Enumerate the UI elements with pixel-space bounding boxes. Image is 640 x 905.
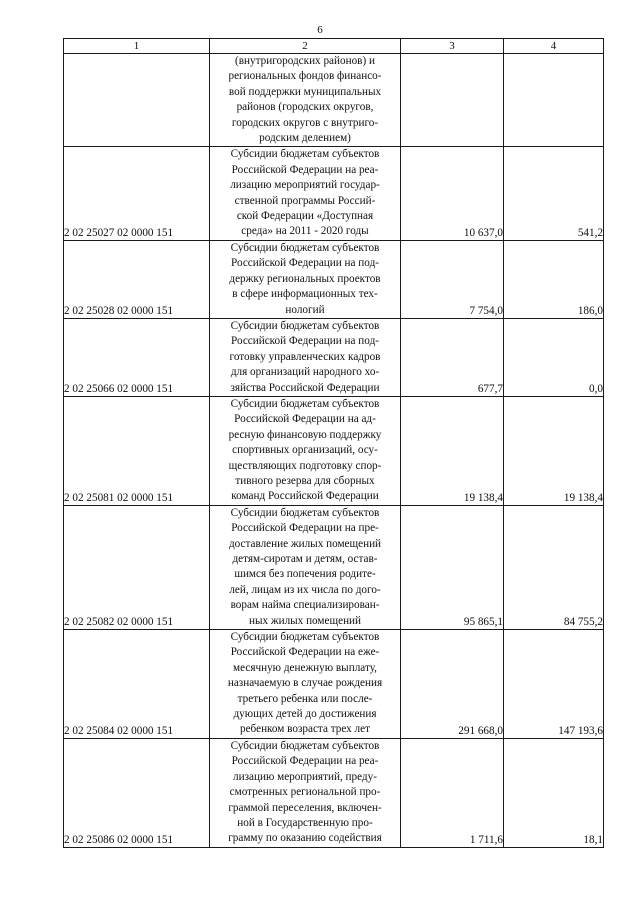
description-cell	[210, 147, 401, 240]
header-col-4: 4	[504, 39, 604, 54]
amount-col-3-cell	[401, 54, 504, 147]
description-line: Субсидии бюджетам субъектов	[230, 148, 380, 161]
amount-col-4-cell: 18,1	[504, 738, 604, 847]
income-code-cell: 2 02 25086 02 0000 151	[64, 738, 210, 847]
amount-col-3-cell: 19 138,4	[401, 396, 504, 505]
income-code-cell: 2 02 25066 02 0000 151	[64, 318, 210, 396]
table-row	[64, 505, 604, 629]
description-line: тивного резерва для сборных	[235, 474, 375, 487]
amount-col-4-cell: 19 138,4	[504, 396, 604, 505]
description-cell	[210, 54, 401, 147]
description-line: грамму по оказанию содействия	[228, 832, 382, 845]
description-line: Субсидии бюджетам субъектов	[230, 397, 380, 410]
income-code-cell	[64, 54, 210, 147]
amount-col-3-cell: 677,7	[401, 318, 504, 396]
description-line: ных жилых помещений	[248, 614, 362, 627]
description-line: Субсидии бюджетам субъектов	[230, 631, 380, 644]
amount-col-3-cell: 1 711,6	[401, 738, 504, 847]
description-line: ресную финансовую поддержку	[228, 428, 382, 441]
description-line: ребенком возраста трех лет	[240, 723, 370, 736]
header-col-3: 3	[401, 39, 504, 54]
header-col-2: 2	[210, 39, 401, 54]
description-line: родским делением)	[259, 132, 351, 145]
amount-col-3-cell: 10 637,0	[401, 147, 504, 240]
description-line: граммой переселения, включен-	[228, 801, 382, 814]
budget-table	[63, 38, 604, 848]
table-row	[64, 738, 604, 847]
description-cell	[210, 630, 401, 739]
income-code-cell: 2 02 25084 02 0000 151	[64, 630, 210, 739]
amount-col-4-cell: 541,2	[504, 147, 604, 240]
amount-col-4-cell: 0,0	[504, 318, 604, 396]
amount-col-3-cell: 291 668,0	[401, 630, 504, 739]
description-cell	[210, 240, 401, 318]
description-line: доставление жилых помещений	[228, 537, 382, 550]
description-line: региональных фондов финансо-	[228, 70, 382, 83]
description-cell	[210, 396, 401, 505]
description-line: Субсидии бюджетам субъектов	[230, 506, 380, 519]
description-line: третьего ребенка или после-	[237, 692, 373, 705]
table-header	[64, 39, 604, 54]
income-code-cell: 2 02 25028 02 0000 151	[64, 240, 210, 318]
description-line: смотренных региональной про-	[229, 786, 381, 799]
table-row	[64, 630, 604, 739]
description-line: ворам найма специализирован-	[230, 599, 380, 612]
income-code-cell: 2 02 25027 02 0000 151	[64, 147, 210, 240]
description-line: Субсидии бюджетам субъектов	[230, 241, 380, 254]
description-line: ской Федерации «Доступная	[236, 210, 374, 223]
header-row	[64, 39, 604, 54]
amount-col-3-cell: 95 865,1	[401, 505, 504, 629]
description-line: лей, лицам из их числа по дого-	[229, 583, 381, 596]
description-line: детям-сиротам и детям, остав-	[232, 553, 378, 565]
description-line: в сфере информационных тех-	[232, 288, 378, 301]
description-line: команд Российской Федерации	[231, 490, 379, 503]
description-line: Российской Федерации на пре-	[231, 522, 379, 535]
description-line: нологий	[285, 303, 325, 316]
table-row	[64, 318, 604, 396]
header-col-1: 1	[64, 39, 210, 54]
description-line: спортивных организаций, осу-	[232, 444, 378, 457]
description-line: ственной программы Россий-	[234, 194, 376, 207]
amount-col-4-cell: 147 193,6	[504, 630, 604, 739]
description-line: шимся без попечения родите-	[234, 568, 376, 581]
description-line: вой поддержки муниципальных	[228, 85, 382, 98]
description-line: (внутригородских районов) и	[235, 55, 375, 67]
description-line: зяйства Российской Федерации	[230, 381, 380, 394]
table-row	[64, 147, 604, 240]
description-line: городских округов с внутриго-	[231, 116, 379, 129]
amount-col-4-cell: 84 755,2	[504, 505, 604, 629]
description-line: ществляющих подготовку спор-	[228, 459, 382, 472]
description-line: дующих детей до достижения	[233, 708, 377, 721]
description-line: Российской Федерации на под-	[231, 257, 379, 270]
description-line: назначаемую в случае рождения	[227, 677, 383, 690]
table-row	[64, 54, 604, 147]
table-row	[64, 396, 604, 505]
income-code-cell: 2 02 25081 02 0000 151	[64, 396, 210, 505]
description-line: готовку управленческих кадров	[229, 350, 381, 363]
table-body	[64, 54, 604, 848]
amount-col-4-cell	[504, 54, 604, 147]
amount-col-4-cell: 186,0	[504, 240, 604, 318]
description-line: Российской Федерации на еже-	[230, 646, 380, 659]
description-line: Субсидии бюджетам субъектов	[230, 739, 380, 752]
description-cell	[210, 318, 401, 396]
description-line: лизацию мероприятий государ-	[230, 179, 380, 192]
description-line: Российской Федерации на реа-	[231, 755, 379, 768]
description-line: Российской Федерации на ад-	[234, 413, 376, 426]
description-line: для организаций народного хо-	[230, 366, 380, 379]
description-line: Российской Федерации на под-	[231, 335, 379, 348]
income-code-cell: 2 02 25082 02 0000 151	[64, 505, 210, 629]
description-line: Субсидии бюджетам субъектов	[230, 319, 380, 332]
description-line: держку региональных проектов	[229, 272, 381, 285]
description-line: лизацию мероприятий, преду-	[233, 770, 377, 783]
description-line: месячную денежную выплату,	[233, 661, 377, 674]
description-line: районов (городских округов,	[236, 101, 374, 114]
description-line: среда» на 2011 - 2020 годы	[241, 225, 369, 238]
description-line: Российской Федерации на реа-	[231, 163, 379, 176]
description-cell	[210, 738, 401, 847]
page-number: 6	[317, 24, 323, 36]
description-line: ной в Государственную про-	[237, 816, 373, 829]
table-row	[64, 240, 604, 318]
description-cell	[210, 505, 401, 629]
amount-col-3-cell: 7 754,0	[401, 240, 504, 318]
